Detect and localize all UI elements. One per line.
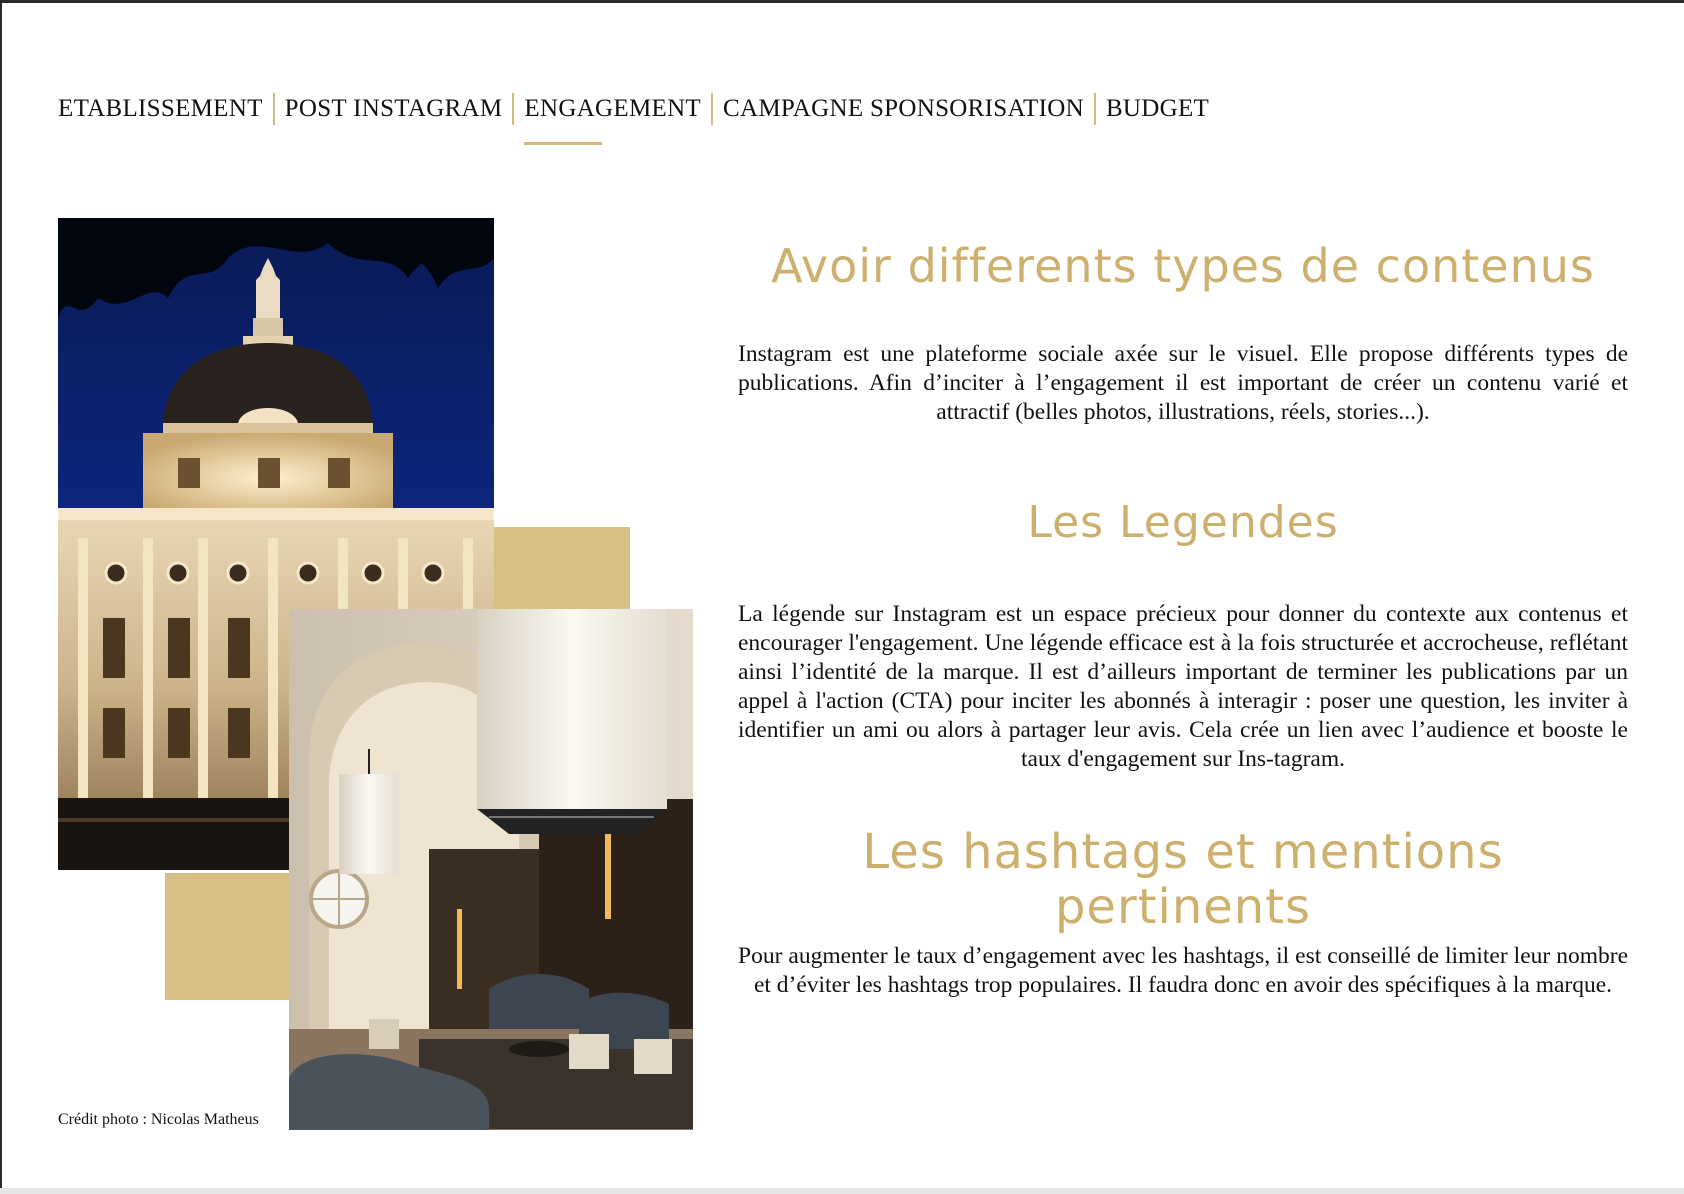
section-text-hashtags: Pour augmenter le taux d’engagement avec les hashtags, il est conseillé de limiter leur nombre et d’éviter les hashtags trop populaires. Il faudra donc en avoir des spécifiques à la marque. (738, 943, 1628, 998)
section-text-legendes: La légende sur Instagram est un espace précieux pour donner du contexte aux contenus et encourager l'engagement. Une légende efficace est à la fois structurée et accrocheuse, reflétant ainsi l’identité de la marque. Il est d’ailleurs important de terminer les publications par un appel à l'action (CTA) pour inciter les abonnés à interagir : poser une question, les inviter à identifier un ami ou alors à partager leur avis. Cela crée un lien avec l’audience et booste le taux d'engagement sur Ins-tagram. (738, 601, 1628, 772)
gold-accent-block-top (488, 527, 630, 613)
section-text-content-types: Instagram est une plateforme sociale axée sur le visuel. Elle propose différents types de publications. Afin d’inciter à l’engagement il est important de créer un contenu varié et attractif (belles photos, illustrations, réels, stories...). (738, 341, 1628, 425)
nav-item-post-instagram[interactable]: POST INSTAGRAM (284, 95, 503, 122)
page-bottom-border (0, 1188, 1684, 1194)
top-navigation (58, 92, 1219, 126)
section-title-hashtags: Les hashtags et mentions pertinents (862, 824, 1504, 936)
section-title-legendes: Les Legendes (1027, 497, 1339, 548)
photo-credit: Crédit photo : Nicolas Matheus (58, 1111, 259, 1128)
page-top-border (0, 0, 1684, 3)
nav-item-budget[interactable]: BUDGET (1105, 95, 1210, 122)
hotel-lobby-photo (289, 609, 693, 1130)
nav-item-etablissement[interactable]: ETABLISSEMENT (58, 95, 263, 122)
gold-accent-block-bottom (165, 873, 291, 1000)
nav-item-engagement[interactable]: ENGAGEMENT (514, 95, 711, 123)
nav-item-campagne-sponsorisation[interactable]: CAMPAGNE SPONSORISATION (723, 95, 1084, 122)
page-left-border (0, 0, 2, 1194)
section-title-content-types: Avoir differents types de contenus (771, 239, 1595, 293)
